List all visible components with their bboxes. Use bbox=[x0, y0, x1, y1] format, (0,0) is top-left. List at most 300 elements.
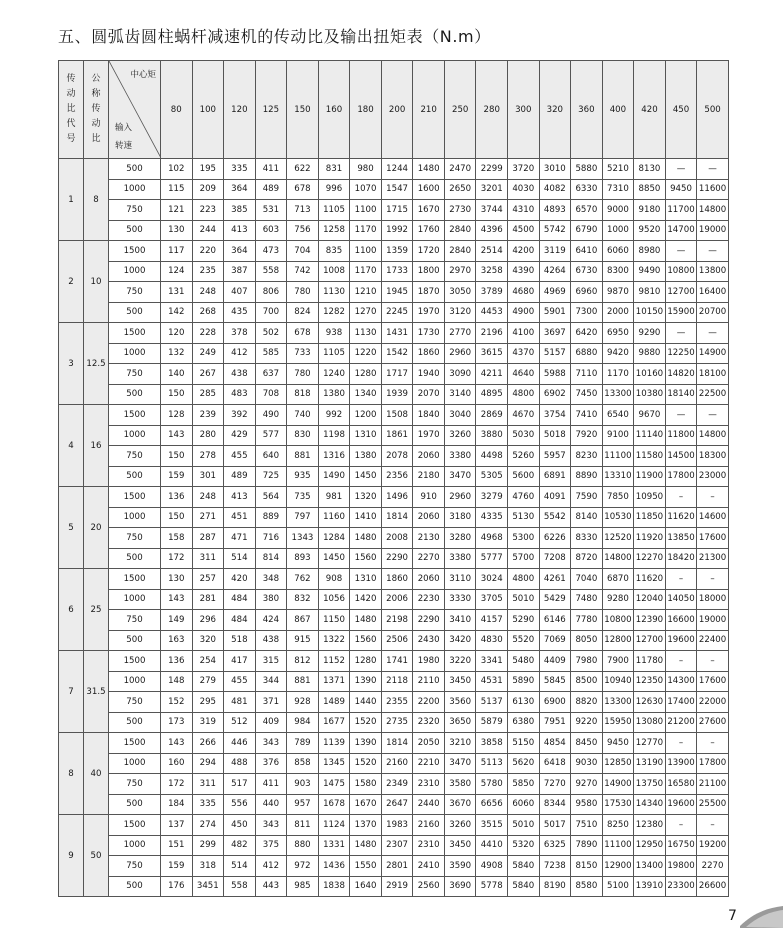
torque-cell: 889 bbox=[255, 507, 287, 528]
torque-cell: 385 bbox=[224, 200, 256, 221]
table-row bbox=[59, 343, 729, 364]
torque-cell: 1150 bbox=[318, 610, 350, 631]
torque-cell: 10940 bbox=[602, 671, 634, 692]
torque-cell: 278 bbox=[192, 446, 224, 467]
table-row bbox=[59, 405, 729, 426]
torque-cell: 5780 bbox=[476, 774, 508, 795]
torque-cell: 564 bbox=[255, 487, 287, 508]
torque-cell: 6891 bbox=[539, 466, 571, 487]
torque-cell: 5520 bbox=[508, 630, 540, 651]
torque-cell: 25500 bbox=[697, 794, 729, 815]
torque-cell: 908 bbox=[318, 569, 350, 590]
torque-cell: 4310 bbox=[508, 200, 540, 221]
torque-cell: 2840 bbox=[444, 220, 476, 241]
table-row bbox=[59, 835, 729, 856]
torque-cell: 14900 bbox=[697, 343, 729, 364]
torque-cell: 3650 bbox=[444, 712, 476, 733]
torque-cell: 7410 bbox=[571, 405, 603, 426]
torque-cell: 18300 bbox=[697, 446, 729, 467]
torque-cell: 19600 bbox=[665, 794, 697, 815]
torque-cell: 1480 bbox=[350, 835, 382, 856]
header-distance: 210 bbox=[413, 61, 445, 159]
torque-cell: 1860 bbox=[381, 569, 413, 590]
torque-cell: 1840 bbox=[413, 405, 445, 426]
input-speed-cell: 750 bbox=[109, 774, 161, 795]
input-speed-cell: 500 bbox=[109, 794, 161, 815]
torque-cell: 159 bbox=[161, 466, 193, 487]
torque-cell: 1741 bbox=[381, 651, 413, 672]
torque-cell: 14300 bbox=[665, 671, 697, 692]
torque-cell: 12800 bbox=[602, 630, 634, 651]
input-speed-cell: 750 bbox=[109, 446, 161, 467]
torque-cell: 223 bbox=[192, 200, 224, 221]
torque-cell: 2245 bbox=[381, 302, 413, 323]
torque-cell: 1431 bbox=[381, 323, 413, 344]
torque-cell: 7450 bbox=[571, 384, 603, 405]
torque-cell: 1420 bbox=[350, 589, 382, 610]
torque-cell: 17800 bbox=[665, 466, 697, 487]
torque-cell: 1814 bbox=[381, 733, 413, 754]
torque-cell: 4200 bbox=[508, 241, 540, 262]
torque-cell: 435 bbox=[224, 302, 256, 323]
torque-cell: 867 bbox=[287, 610, 319, 631]
torque-cell: 1380 bbox=[350, 446, 382, 467]
torque-cell: 482 bbox=[224, 835, 256, 856]
torque-cell: 6130 bbox=[508, 692, 540, 713]
torque-cell: 1070 bbox=[350, 179, 382, 200]
torque-cell: 789 bbox=[287, 733, 319, 754]
torque-cell: 1677 bbox=[318, 712, 350, 733]
input-speed-cell: 750 bbox=[109, 282, 161, 303]
input-speed-cell: 1500 bbox=[109, 405, 161, 426]
torque-cell: 7310 bbox=[602, 179, 634, 200]
torque-cell: 5305 bbox=[476, 466, 508, 487]
torque-cell: 1496 bbox=[381, 487, 413, 508]
torque-cell: 1489 bbox=[318, 692, 350, 713]
torque-cell: 12520 bbox=[602, 528, 634, 549]
torque-cell: 5845 bbox=[539, 671, 571, 692]
torque-cell: 14500 bbox=[665, 446, 697, 467]
torque-cell: 725 bbox=[255, 466, 287, 487]
torque-cell: 1270 bbox=[350, 302, 382, 323]
torque-cell: 3380 bbox=[444, 446, 476, 467]
torque-cell: 12380 bbox=[634, 815, 666, 836]
torque-cell: 980 bbox=[350, 159, 382, 180]
torque-cell: 3560 bbox=[444, 692, 476, 713]
torque-cell: 484 bbox=[224, 589, 256, 610]
torque-cell: 1560 bbox=[350, 630, 382, 651]
ratio-code-cell: 2 bbox=[59, 241, 84, 323]
torque-cell: 4900 bbox=[508, 302, 540, 323]
table-row bbox=[59, 220, 729, 241]
torque-cell: 7780 bbox=[571, 610, 603, 631]
torque-cell: 2050 bbox=[413, 733, 445, 754]
torque-cell: 417 bbox=[224, 651, 256, 672]
torque-cell: 12390 bbox=[634, 610, 666, 631]
torque-cell: 881 bbox=[287, 446, 319, 467]
corner-label-input: 输入 bbox=[115, 123, 133, 133]
torque-cell: 17600 bbox=[697, 528, 729, 549]
torque-cell: 12770 bbox=[634, 733, 666, 754]
torque-cell: 2430 bbox=[413, 630, 445, 651]
torque-cell: 8140 bbox=[571, 507, 603, 528]
torque-cell: 2770 bbox=[444, 323, 476, 344]
torque-cell: 267 bbox=[192, 364, 224, 385]
torque-cell: 1440 bbox=[350, 692, 382, 713]
torque-cell: 3280 bbox=[444, 528, 476, 549]
torque-cell: 5542 bbox=[539, 507, 571, 528]
torque-cell: 556 bbox=[224, 794, 256, 815]
torque-cell: 220 bbox=[192, 241, 224, 262]
table-row bbox=[59, 794, 729, 815]
torque-cell: 6146 bbox=[539, 610, 571, 631]
torque-cell: 320 bbox=[192, 630, 224, 651]
torque-cell: 335 bbox=[192, 794, 224, 815]
torque-cell: 12270 bbox=[634, 548, 666, 569]
torque-cell: 812 bbox=[287, 651, 319, 672]
torque-cell: 280 bbox=[192, 425, 224, 446]
torque-cell: 11920 bbox=[634, 528, 666, 549]
torque-cell: 6790 bbox=[571, 220, 603, 241]
torque-cell: 364 bbox=[224, 179, 256, 200]
input-speed-cell: 1000 bbox=[109, 343, 161, 364]
torque-cell: 2514 bbox=[476, 241, 508, 262]
torque-cell: 376 bbox=[255, 753, 287, 774]
torque-cell: 254 bbox=[192, 651, 224, 672]
torque-cell: 22400 bbox=[697, 630, 729, 651]
torque-cell: – bbox=[697, 815, 729, 836]
torque-cell: 1580 bbox=[350, 774, 382, 795]
torque-cell: 6325 bbox=[539, 835, 571, 856]
torque-cell: 23000 bbox=[697, 466, 729, 487]
torque-cell: 450 bbox=[224, 815, 256, 836]
header-ratio: 公称传动比 bbox=[84, 61, 109, 159]
torque-cell: 1359 bbox=[381, 241, 413, 262]
table-row bbox=[59, 671, 729, 692]
header-distance: 180 bbox=[350, 61, 382, 159]
torque-cell: 19000 bbox=[697, 610, 729, 631]
torque-cell: 3180 bbox=[444, 507, 476, 528]
torque-cell: 2070 bbox=[413, 384, 445, 405]
ratio-torque-table bbox=[58, 60, 729, 897]
torque-cell: 3201 bbox=[476, 179, 508, 200]
torque-cell: 1280 bbox=[350, 364, 382, 385]
torque-cell: 411 bbox=[255, 159, 287, 180]
nominal-ratio-cell: 10 bbox=[84, 241, 109, 323]
torque-cell: 1343 bbox=[287, 528, 319, 549]
torque-cell: 8500 bbox=[571, 671, 603, 692]
torque-cell: 12250 bbox=[665, 343, 697, 364]
header-distance: 450 bbox=[665, 61, 697, 159]
torque-cell: 160 bbox=[161, 753, 193, 774]
table-row bbox=[59, 589, 729, 610]
torque-cell: 4531 bbox=[476, 671, 508, 692]
torque-cell: 209 bbox=[192, 179, 224, 200]
torque-cell: 1717 bbox=[381, 364, 413, 385]
torque-cell: 412 bbox=[255, 856, 287, 877]
torque-cell: 4893 bbox=[539, 200, 571, 221]
torque-cell: 1945 bbox=[381, 282, 413, 303]
input-speed-cell: 1500 bbox=[109, 733, 161, 754]
input-speed-cell: 500 bbox=[109, 548, 161, 569]
corner-label-distance: 中心矩 bbox=[130, 70, 156, 80]
input-speed-cell: 500 bbox=[109, 466, 161, 487]
header-distance: 320 bbox=[539, 61, 571, 159]
torque-cell: 1480 bbox=[350, 610, 382, 631]
torque-cell: 637 bbox=[255, 364, 287, 385]
torque-cell: 2355 bbox=[381, 692, 413, 713]
torque-cell: 7920 bbox=[571, 425, 603, 446]
header-code: 传动比代号 bbox=[59, 61, 84, 159]
torque-cell: 3260 bbox=[444, 425, 476, 446]
torque-cell: 1244 bbox=[381, 159, 413, 180]
torque-cell: 17530 bbox=[602, 794, 634, 815]
torque-cell: 16400 bbox=[697, 282, 729, 303]
torque-cell: – bbox=[665, 651, 697, 672]
torque-cell: 3140 bbox=[444, 384, 476, 405]
input-speed-cell: 1000 bbox=[109, 425, 161, 446]
torque-cell: 2130 bbox=[413, 528, 445, 549]
table-header-row bbox=[59, 61, 729, 159]
torque-cell: 9100 bbox=[602, 425, 634, 446]
header-distance: 500 bbox=[697, 61, 729, 159]
torque-cell: 9450 bbox=[602, 733, 634, 754]
torque-cell: 4969 bbox=[539, 282, 571, 303]
torque-cell: 1508 bbox=[381, 405, 413, 426]
ratio-code-cell: 6 bbox=[59, 569, 84, 651]
header-corner bbox=[109, 61, 161, 159]
table-row bbox=[59, 159, 729, 180]
torque-cell: 3590 bbox=[444, 856, 476, 877]
torque-cell: 1520 bbox=[350, 712, 382, 733]
torque-cell: 9180 bbox=[634, 200, 666, 221]
torque-cell: 392 bbox=[224, 405, 256, 426]
input-speed-cell: 1500 bbox=[109, 651, 161, 672]
torque-cell: 2006 bbox=[381, 589, 413, 610]
torque-cell: 266 bbox=[192, 733, 224, 754]
torque-cell: 558 bbox=[224, 876, 256, 897]
torque-cell: 184 bbox=[161, 794, 193, 815]
torque-cell: 2160 bbox=[413, 815, 445, 836]
torque-cell: 9520 bbox=[634, 220, 666, 241]
torque-cell: 5742 bbox=[539, 220, 571, 241]
table-row bbox=[59, 179, 729, 200]
torque-cell: 2506 bbox=[381, 630, 413, 651]
torque-cell: 19200 bbox=[697, 835, 729, 856]
table-row bbox=[59, 323, 729, 344]
torque-cell: 5018 bbox=[539, 425, 571, 446]
page-number: 7 bbox=[728, 908, 737, 924]
header-distance: 280 bbox=[476, 61, 508, 159]
torque-cell: 3279 bbox=[476, 487, 508, 508]
input-speed-cell: 1000 bbox=[109, 753, 161, 774]
torque-cell: 5030 bbox=[508, 425, 540, 446]
torque-cell: 5879 bbox=[476, 712, 508, 733]
torque-cell: 3050 bbox=[444, 282, 476, 303]
torque-cell: 2310 bbox=[413, 774, 445, 795]
torque-cell: 239 bbox=[192, 405, 224, 426]
header-distance: 150 bbox=[287, 61, 319, 159]
torque-cell: 451 bbox=[224, 507, 256, 528]
torque-cell: 4410 bbox=[476, 835, 508, 856]
torque-cell: 1200 bbox=[350, 405, 382, 426]
torque-cell: 420 bbox=[224, 569, 256, 590]
torque-cell: 387 bbox=[224, 261, 256, 282]
torque-cell: 299 bbox=[192, 835, 224, 856]
torque-cell: 1056 bbox=[318, 589, 350, 610]
torque-cell: 5840 bbox=[508, 856, 540, 877]
torque-cell: 1170 bbox=[350, 261, 382, 282]
ratio-code-cell: 3 bbox=[59, 323, 84, 405]
torque-cell: 11620 bbox=[634, 569, 666, 590]
torque-cell: 832 bbox=[287, 589, 319, 610]
torque-cell: 2196 bbox=[476, 323, 508, 344]
torque-cell: 5429 bbox=[539, 589, 571, 610]
torque-cell: 8150 bbox=[571, 856, 603, 877]
torque-cell: 1320 bbox=[350, 487, 382, 508]
torque-cell: 756 bbox=[287, 220, 319, 241]
torque-cell: 1720 bbox=[413, 241, 445, 262]
torque-cell: 5620 bbox=[508, 753, 540, 774]
torque-cell: 704 bbox=[287, 241, 319, 262]
torque-cell: 6950 bbox=[602, 323, 634, 344]
torque-cell: 3090 bbox=[444, 364, 476, 385]
torque-cell: 1310 bbox=[350, 569, 382, 590]
torque-cell: 1100 bbox=[350, 241, 382, 262]
table-row bbox=[59, 753, 729, 774]
torque-cell: 344 bbox=[255, 671, 287, 692]
torque-cell: 10800 bbox=[665, 261, 697, 282]
torque-cell: 19000 bbox=[697, 220, 729, 241]
torque-cell: 9220 bbox=[571, 712, 603, 733]
torque-cell: 4854 bbox=[539, 733, 571, 754]
torque-cell: 429 bbox=[224, 425, 256, 446]
torque-cell: 21100 bbox=[697, 774, 729, 795]
torque-cell: 6060 bbox=[508, 794, 540, 815]
torque-cell: 11850 bbox=[634, 507, 666, 528]
torque-cell: 3410 bbox=[444, 610, 476, 631]
torque-cell: 4396 bbox=[476, 220, 508, 241]
page-corner-decoration bbox=[738, 904, 783, 928]
torque-cell: 4498 bbox=[476, 446, 508, 467]
torque-cell: 903 bbox=[287, 774, 319, 795]
ratio-code-cell: 5 bbox=[59, 487, 84, 569]
torque-cell: 19800 bbox=[665, 856, 697, 877]
torque-cell: 7300 bbox=[571, 302, 603, 323]
torque-cell: 4670 bbox=[508, 405, 540, 426]
torque-cell: 1130 bbox=[318, 282, 350, 303]
torque-cell: 176 bbox=[161, 876, 193, 897]
torque-cell: 1640 bbox=[350, 876, 382, 897]
torque-cell: 3420 bbox=[444, 630, 476, 651]
torque-cell: 2410 bbox=[413, 856, 445, 877]
table-row bbox=[59, 282, 729, 303]
page-title: 五、圆弧齿圆柱蜗杆减速机的传动比及输出扭矩表（N.m） bbox=[58, 27, 491, 46]
torque-cell: 443 bbox=[255, 876, 287, 897]
input-speed-cell: 1500 bbox=[109, 569, 161, 590]
torque-cell: 1939 bbox=[381, 384, 413, 405]
input-speed-cell: 1000 bbox=[109, 671, 161, 692]
torque-cell: 9270 bbox=[571, 774, 603, 795]
torque-cell: 1282 bbox=[318, 302, 350, 323]
torque-cell: 1480 bbox=[413, 159, 445, 180]
torque-cell: 115 bbox=[161, 179, 193, 200]
torque-cell: — bbox=[697, 241, 729, 262]
torque-cell: 7480 bbox=[571, 589, 603, 610]
table-row bbox=[59, 630, 729, 651]
table-row bbox=[59, 876, 729, 897]
input-speed-cell: 750 bbox=[109, 856, 161, 877]
torque-cell: 1152 bbox=[318, 651, 350, 672]
torque-cell: 2960 bbox=[444, 487, 476, 508]
torque-cell: 16580 bbox=[665, 774, 697, 795]
torque-cell: 1390 bbox=[350, 733, 382, 754]
torque-cell: 1547 bbox=[381, 179, 413, 200]
torque-cell: 2060 bbox=[413, 569, 445, 590]
header-distance: 120 bbox=[224, 61, 256, 159]
torque-cell: 1450 bbox=[350, 466, 382, 487]
torque-cell: 1170 bbox=[602, 364, 634, 385]
torque-cell: 4453 bbox=[476, 302, 508, 323]
torque-cell: 9870 bbox=[602, 282, 634, 303]
input-speed-cell: 500 bbox=[109, 712, 161, 733]
torque-cell: 3744 bbox=[476, 200, 508, 221]
torque-cell: 1861 bbox=[381, 425, 413, 446]
torque-cell: 678 bbox=[287, 179, 319, 200]
torque-cell: 18000 bbox=[697, 589, 729, 610]
torque-cell: 2290 bbox=[381, 548, 413, 569]
torque-cell: — bbox=[665, 159, 697, 180]
torque-cell: 8850 bbox=[634, 179, 666, 200]
torque-cell: 1678 bbox=[318, 794, 350, 815]
torque-cell: 12900 bbox=[602, 856, 634, 877]
torque-cell: 7208 bbox=[539, 548, 571, 569]
torque-cell: 3451 bbox=[192, 876, 224, 897]
torque-cell: 19600 bbox=[665, 630, 697, 651]
torque-cell: 9420 bbox=[602, 343, 634, 364]
torque-cell: 5957 bbox=[539, 446, 571, 467]
torque-cell: 9810 bbox=[634, 282, 666, 303]
torque-cell: 2307 bbox=[381, 835, 413, 856]
torque-cell: 6902 bbox=[539, 384, 571, 405]
torque-cell: 26600 bbox=[697, 876, 729, 897]
torque-cell: 471 bbox=[224, 528, 256, 549]
torque-cell: – bbox=[697, 569, 729, 590]
torque-cell: 295 bbox=[192, 692, 224, 713]
torque-cell: 2470 bbox=[444, 159, 476, 180]
torque-cell: 148 bbox=[161, 671, 193, 692]
torque-cell: 2310 bbox=[413, 835, 445, 856]
torque-cell: 14800 bbox=[697, 200, 729, 221]
torque-cell: 9450 bbox=[665, 179, 697, 200]
torque-cell: 928 bbox=[287, 692, 319, 713]
torque-cell: 375 bbox=[255, 835, 287, 856]
torque-cell: 150 bbox=[161, 384, 193, 405]
torque-cell: 136 bbox=[161, 487, 193, 508]
torque-cell: 5137 bbox=[476, 692, 508, 713]
torque-cell: 9880 bbox=[634, 343, 666, 364]
torque-cell: — bbox=[665, 323, 697, 344]
torque-cell: 7110 bbox=[571, 364, 603, 385]
torque-cell: 143 bbox=[161, 589, 193, 610]
torque-cell: 2730 bbox=[444, 200, 476, 221]
torque-cell: 957 bbox=[287, 794, 319, 815]
torque-cell: 1670 bbox=[413, 200, 445, 221]
torque-cell: 16750 bbox=[665, 835, 697, 856]
input-speed-cell: 1500 bbox=[109, 487, 161, 508]
torque-cell: 2356 bbox=[381, 466, 413, 487]
torque-cell: 8050 bbox=[571, 630, 603, 651]
